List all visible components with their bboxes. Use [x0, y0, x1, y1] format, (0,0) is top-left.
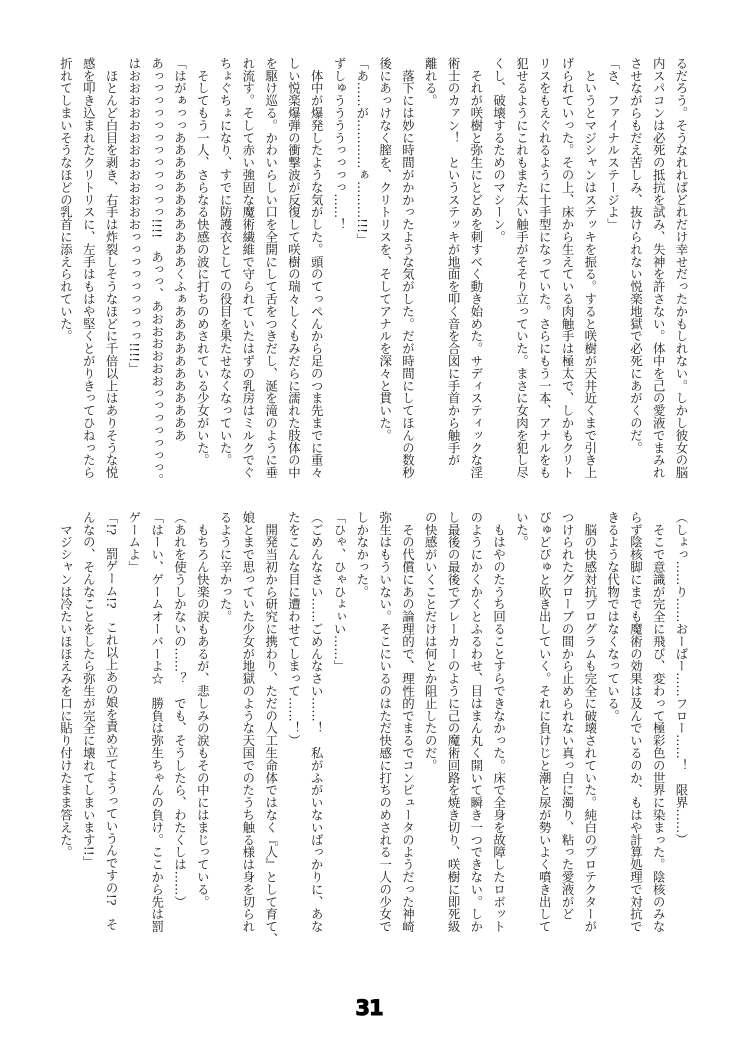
- text-column: 脳の快感対抗プログラムも完全に破壊されていた。純白のプロテクターが: [582, 511, 598, 933]
- text-block-top: [54, 57, 692, 487]
- text-column: 折れてしまいそうなほどの乳首に添えられていた。: [58, 57, 74, 343]
- text-column: いた。: [514, 511, 530, 549]
- text-column: そしてもう一人、さらなる快感の波に打ちのめされている少女がいた。: [195, 57, 211, 467]
- text-column: 「はがぁっっあああああああああああくふぁあああああああああああ: [172, 57, 188, 442]
- text-column: 体中が爆発したような気がした。頭のてっぺんから足のつま先までに重々: [309, 57, 325, 479]
- text-column: 後にあっけなく膣を、クリトリスを、そしてアナルを深々と貫いた。: [377, 57, 393, 442]
- text-column: （しょっ……り……おーばー……フロー……！ 限界……）: [674, 511, 689, 846]
- text-column: ちょぐちょになり、すでに防護衣としての役目を果たせなくなっていた。: [218, 57, 234, 467]
- text-column: というとマジシャンはステッキを振る。すると咲樹が天井近くまで引き上: [582, 57, 598, 479]
- text-column: きるような代物ではなくなっている。: [605, 511, 621, 722]
- text-column: 感を叩き込まれたクリトリスに、左手はもはや堅くとがりきってひねったら: [81, 57, 97, 479]
- text-column: ほとんど白目を剥き、右手は炸裂しそうなほどに千倍以上はありそうな悦: [104, 57, 120, 479]
- text-column: らず陰核脚にまでも魔術の効果は及んでいるのか、もはや計算処理で対抗で: [628, 511, 644, 933]
- page-number: 31: [355, 996, 383, 1020]
- text-column: （あれを使うしかないの……？ でも、そうしたら、わたくしは……）: [172, 511, 188, 908]
- text-column: しい悦楽爆弾の衝撃波が反復して咲樹の瑞々しくもみだらに濡れた肢体の中: [286, 57, 302, 479]
- text-block-bottom: [54, 511, 692, 945]
- text-column: リスをもえぐれるように十手型になっていた。さらにもう一本、アナルをも: [537, 57, 553, 479]
- text-column: もはやのたうち回ることすらできなかった。床で全身を故障したロボット: [491, 511, 507, 933]
- text-column: つけられたグローブの間から止められない真っ白に濁り、粘った愛液がど: [560, 511, 576, 921]
- text-column: るように辛かった。: [218, 511, 234, 623]
- text-column: んなの、そんなことをしたら弥生が完全に壊れてしまいます!!」: [81, 511, 97, 869]
- text-column: その代償にあの論理的で、理性的でまるでコンピュータのようだった神崎: [400, 511, 416, 933]
- text-column: のようにかくかくとふるわせ、目はまん丸く開いて瞬き一つできない。しか: [468, 511, 484, 933]
- text-column: 落下には妙に時間がかかったような気がした。だが時間にしてほんの数秒: [400, 57, 416, 479]
- text-column: ぴゅどぴゅと吹き出していく。それに負けじと潮と尿が勢いよく噴き出して: [537, 511, 553, 933]
- text-column: を駆け巡る。かわいらしい口を全開にして舌をつきだし、涎を滝のように垂: [263, 57, 279, 479]
- text-column: れ流す。そして赤い強固な魔術繊維で守られていたはずの乳房はミルクでぐ: [240, 57, 256, 479]
- text-column: 「あ……が…………ぁ………!!!」: [354, 57, 370, 246]
- text-column: 娘とまで思っていた少女が地獄のような天国でのたうち触る様は身を切られ: [240, 511, 256, 933]
- text-column: ずしゅううううっっっっ……！: [332, 57, 348, 231]
- text-column: そこで意識が完全に飛び、変わって極彩色の世界に染まった。陰核のみな: [651, 511, 667, 933]
- text-column: 「!? 罰ゲーム!? これ以上あの娘を責め立てようっていうんですの!? そ: [104, 511, 120, 931]
- text-column: それが咲樹と弥生にとどめを刺すべく動き始めた。サディスティックな淫: [468, 57, 484, 479]
- text-column: はおおおおおおおおおおおおおっっっっっっっっっ!!!!」: [126, 57, 142, 375]
- text-column: るだろう。そうなれればどれだけ幸せだったかもしれない。しかし彼女の脳: [674, 57, 689, 479]
- text-column: ゲームよ」: [126, 511, 142, 573]
- text-column: 離れる。: [423, 57, 439, 107]
- text-column: 開発当初から研究に携わり、ただの人工生命体ではなく『人』として育て、: [263, 511, 279, 945]
- text-column: あっっっっっっっっっっっっ!!!! あっっ、あおおおおおおっっっっっっっ。: [149, 57, 165, 487]
- text-column: 内スパコンは必死の抵抗を試み、失神を許さない。体中を己の愛液でまみれ: [651, 57, 667, 479]
- text-column: し最後の最後でブレーカーのように己の魔術回路を焼き切り、咲樹に即死級: [446, 511, 462, 933]
- text-column: の快感がいくことだけは何とか阻止したのだ。: [423, 511, 439, 772]
- text-column: もちろん快楽の涙もあるが、悲しみの涙もその中にはまじっている。: [195, 511, 211, 908]
- text-column: 犯せるようにこれもまた太い触手がそそり立っていた。まさに女肉を犯し尽: [514, 57, 530, 479]
- text-column: 弥生はもういない。そこにいるのはただ快感に打ちのめされる一人の少女で: [377, 511, 393, 933]
- text-column: くし、破壊するためのマシーン。: [491, 57, 507, 243]
- text-column: させながらもだえ苦しみ、抜けられない悦楽地獄で必死にあがくのだ。: [628, 57, 644, 454]
- text-column: 術士のカァン！ というステッキが地面を叩く音を合図に手首から触手が: [446, 57, 462, 467]
- text-column: しかなかった。: [354, 511, 370, 598]
- text-column: 「はーい、ゲームオーバーよ☆ 勝負は弥生ちゃんの負け。ここから先は罰: [149, 511, 165, 933]
- text-column: 「ひゃ、ひゃひょぃい……」: [332, 511, 348, 673]
- text-column: 「さ、ファイナルステージよ」: [605, 57, 621, 231]
- text-column: マジシャンは冷たいほほえみを口に貼り付けたまま答えた。: [58, 511, 74, 859]
- text-column: （ごめんなさい……ごめんなさい……！ 私がふがいないばっかりに、あな: [309, 511, 325, 933]
- text-column: げられていった。その上、床から生えている肉触手は極太で、しかもクリト: [560, 57, 576, 479]
- text-column: たをこんな目に遭わせてしまって……！）: [286, 511, 302, 747]
